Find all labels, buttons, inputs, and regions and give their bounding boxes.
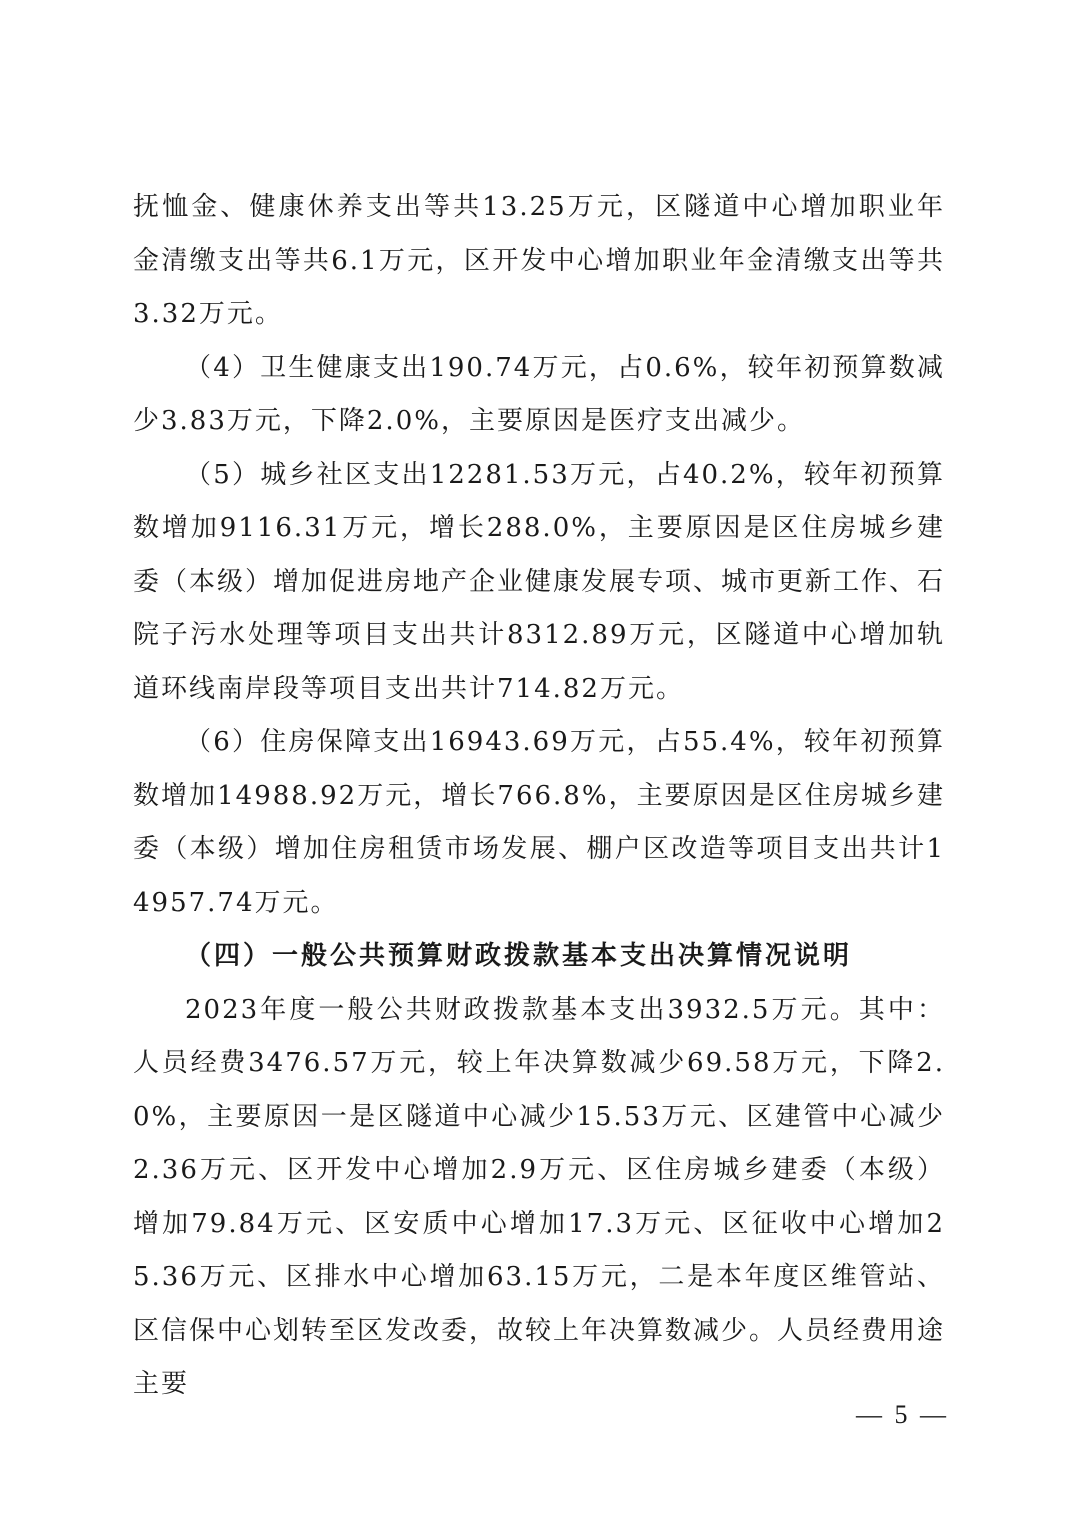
document-body — [133, 181, 945, 1412]
page-number: — 5 — — [856, 1400, 949, 1429]
paragraph-pension-continuation: 抚恤金、健康休养支出等共13.25万元，区隧道中心增加职业年金清缴支出等共6.1万元，区开发中心增加职业年金清缴支出等共3.32万元。 — [133, 192, 945, 329]
paragraph-urban-rural-expenditure: （5）城乡社区支出12281.53万元，占40.2%，较年初预算数增加9116.31万元，增长288.0%，主要原因是区住房城乡建委（本级）增加促进房地产企业健康发展专项、城市更新工作、石院子污水处理等项目支出共计8312.89万元，区隧道中心增加轨道环线南岸段等项目支出共计714.82万元。 — [133, 459, 946, 704]
paragraph-housing-expenditure: （6）住房保障支出16943.69万元，占55.4%，较年初预算数增加14988.92万元，增长766.8%，主要原因是区住房城乡建委（本级）增加住房租赁市场发展、棚户区改造等项目支出共计14957.74万元。 — [133, 727, 945, 918]
paragraph-basic-expenditure: 2023年度一般公共财政拨款基本支出3932.5万元。其中：人员经费3476.57万元，较上年决算数减少69.58万元，下降2.0%，主要原因一是区隧道中心减少15.53万元、区建管中心减少2.36万元、区开发中心增加2.9万元、区住房城乡建委（本级）增加79.84万元、区安质中心增加17.3万元、区征收中心增加25.36万元、区排水中心增加63.15万元，二是本年度区维管站、区信保中心划转至区发改委，故较上年决算数减少。人员经费用途主要 — [133, 994, 946, 1399]
paragraph-health-expenditure: （4）卫生健康支出190.74万元，占0.6%，较年初预算数减少3.83万元，下降2.0%，主要原因是医疗支出减少。 — [133, 352, 945, 436]
section-heading-basic-expenditure: （四）一般公共预算财政拨款基本支出决算情况说明 — [185, 941, 853, 971]
